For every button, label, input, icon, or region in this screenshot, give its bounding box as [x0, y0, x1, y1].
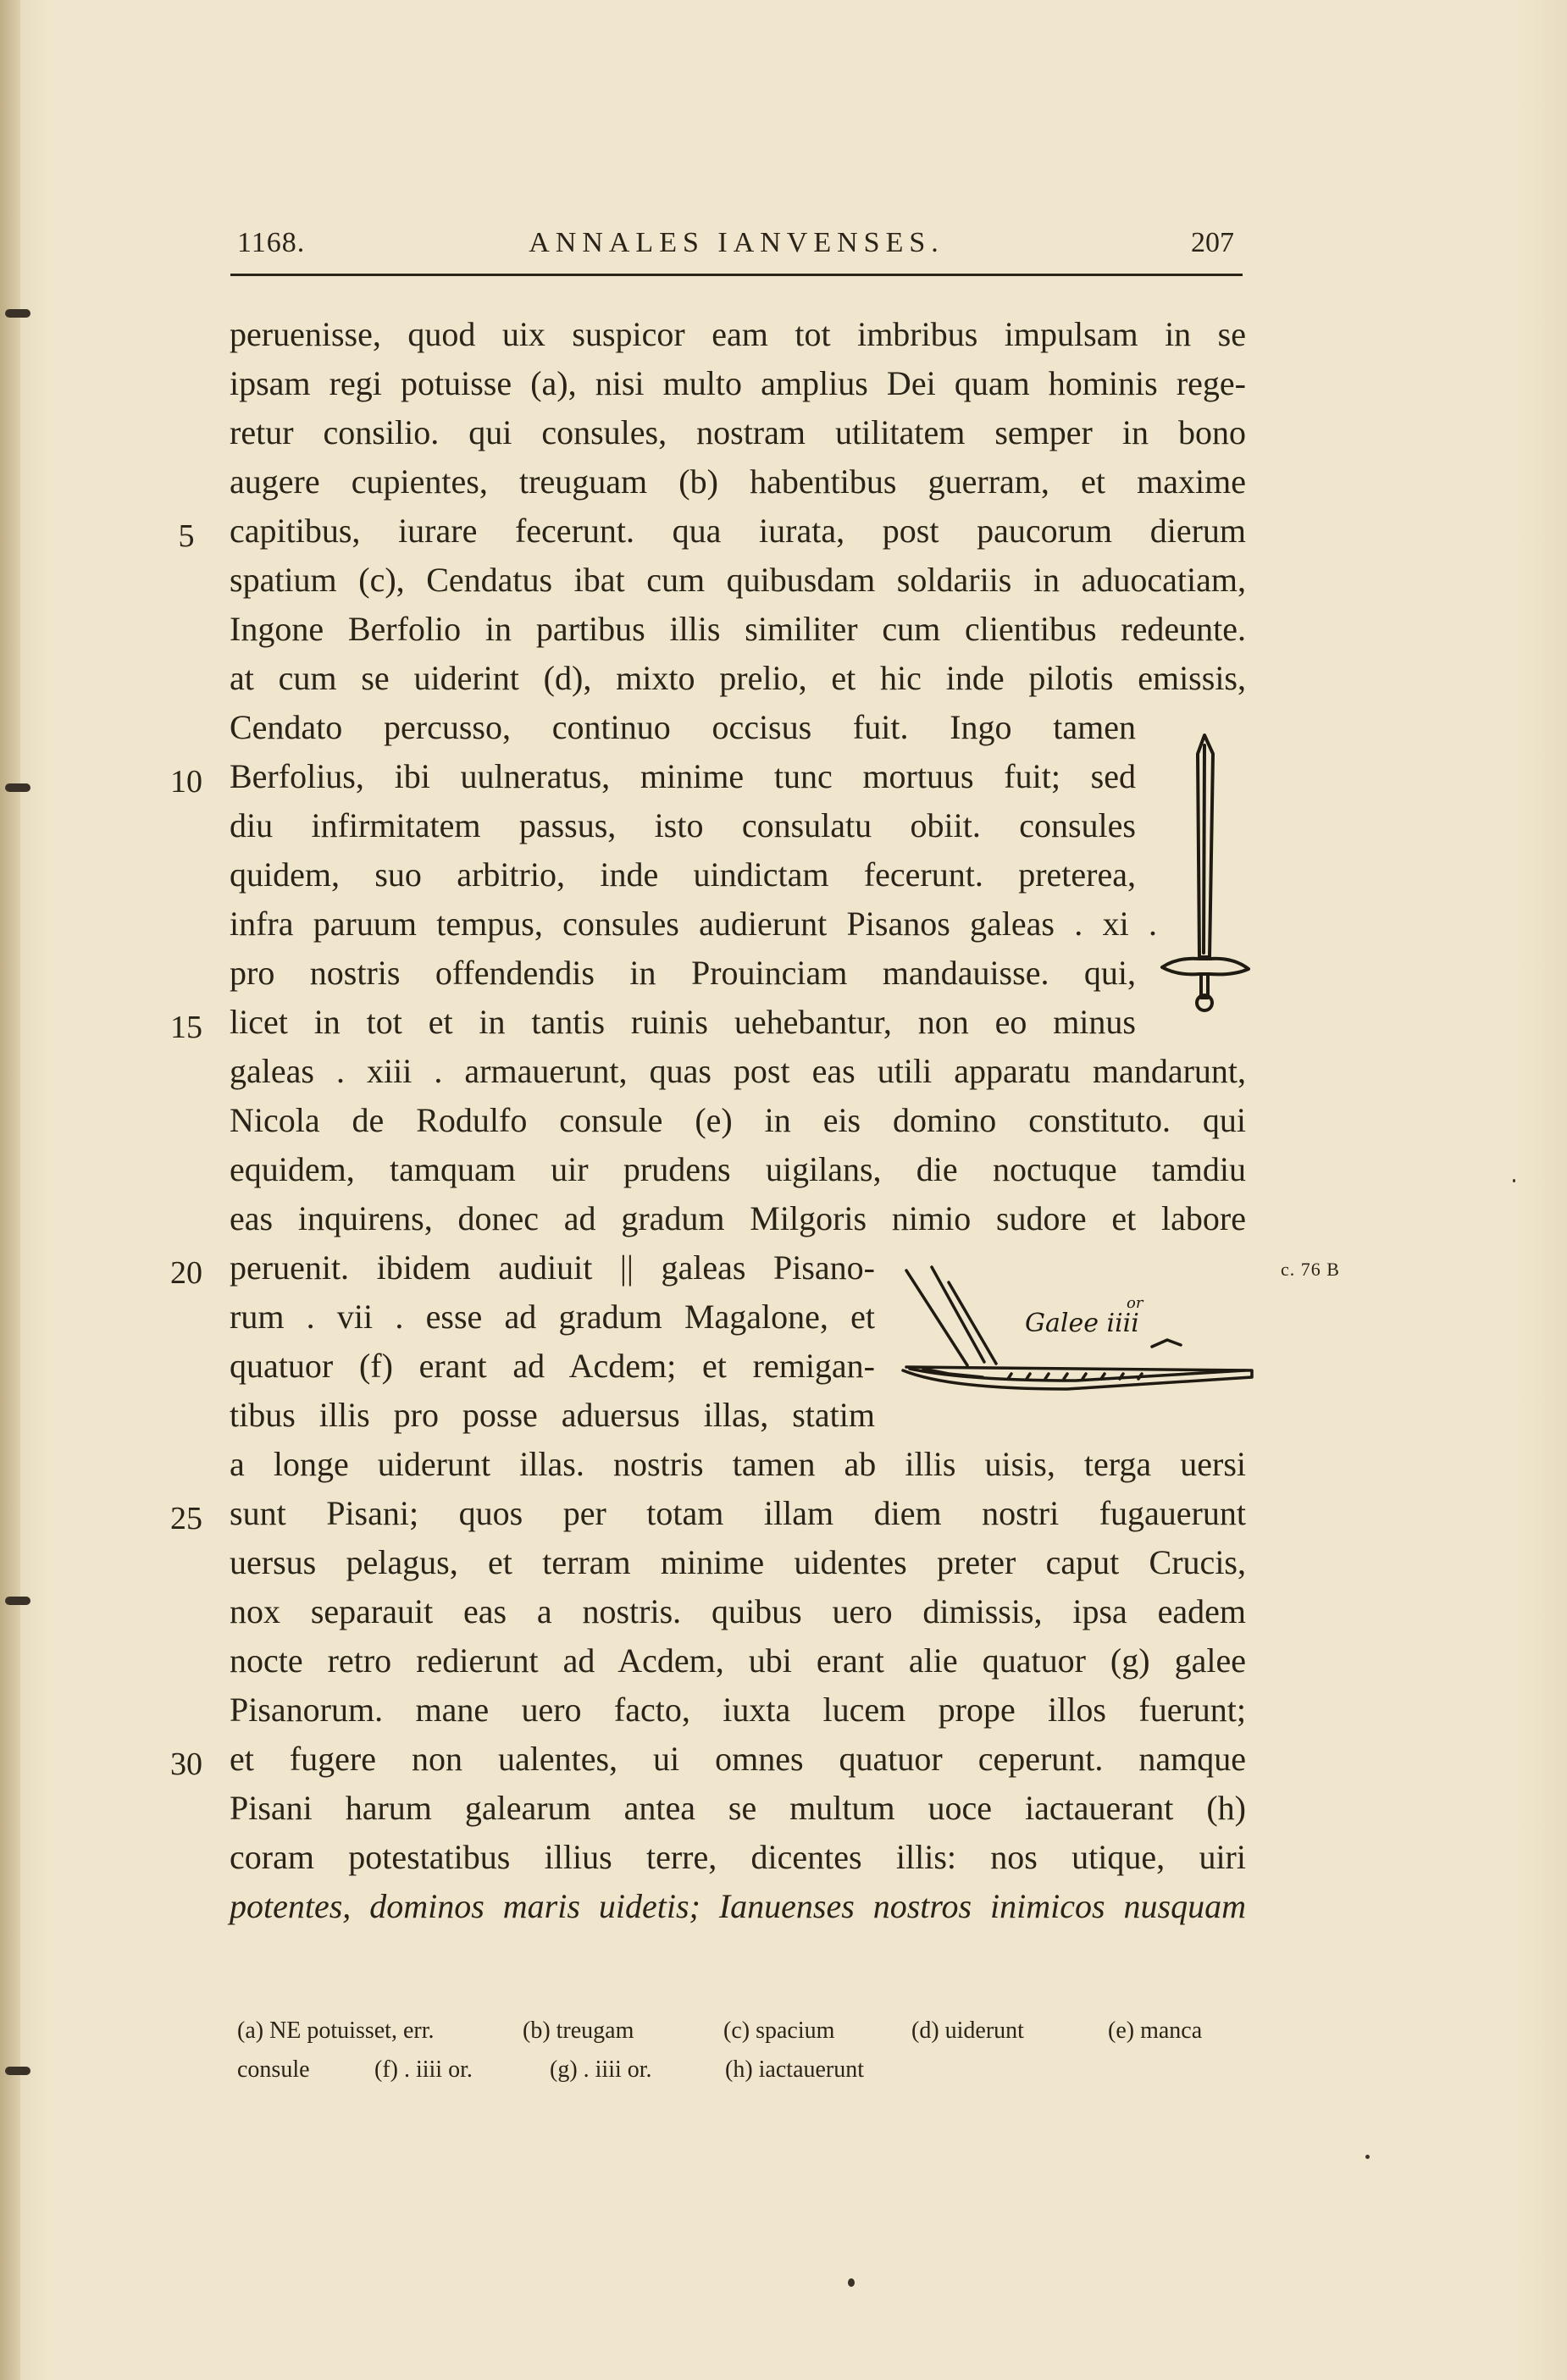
footnote-e: (e) manca: [1108, 2017, 1203, 2044]
text-line: peruenit. ibidem audiuit || galeas Pisano-: [230, 1248, 875, 1287]
page-number: 207: [1191, 227, 1234, 258]
text-line: tibus illis pro posse aduersus illas, statim: [230, 1396, 875, 1434]
text-line: equidem, tamquam uir prudens uigilans, die noctuque tamdiu: [230, 1150, 1246, 1188]
text-line: Pisani harum galearum antea se multum uoce iactauerant (h): [230, 1789, 1246, 1827]
text-line: coram potestatibus illius terre, dicentes illis: nos utique, uiri: [230, 1838, 1246, 1876]
binding-gutter: [0, 0, 20, 2380]
header-title: ANNALES IANVENSES.: [529, 227, 944, 258]
text-line: nox separauit eas a nostris. quibus uero dimissis, ipsa eadem: [230, 1592, 1246, 1630]
footnote-row: [237, 2053, 864, 2087]
text-line: augere cupientes, treuguam (b) habentibus guerram, et maxime: [230, 462, 1246, 501]
footnote-g: (g) . iiii or.: [550, 2056, 652, 2083]
footnote-b: (b) treugam: [523, 2017, 634, 2044]
text-line: Ingone Berfolio in partibus illis similiter cum clientibus redeunte.: [230, 610, 1246, 648]
binding-stitch: [5, 1597, 30, 1605]
text-line: galeas . xiii . armauerunt, quas post eas utili apparatu mandarunt,: [230, 1052, 1246, 1090]
text-line: Pisanorum. mane uero facto, iuxta lucem prope illos fuerunt;: [230, 1691, 1246, 1729]
text-line: licet in tot et in tantis ruinis uehebantur, non eo minus: [230, 1003, 1136, 1041]
line-number: 25: [170, 1501, 202, 1536]
header-year: 1168.: [237, 227, 306, 258]
text-line: peruenisse, quod uix suspicor eam tot imbribus impulsam in se: [230, 315, 1246, 353]
margin-note: c. 76 B: [1281, 1259, 1340, 1280]
text-line: Berfolius, ibi uulneratus, minime tunc mortuus fuit; sed: [230, 757, 1136, 795]
text-line: capitibus, iurare fecerunt. qua iurata, post paucorum dierum: [230, 512, 1246, 550]
galley-caption-superscript: or: [1127, 1294, 1143, 1312]
text-line: rum . vii . esse ad gradum Magalone, et: [230, 1298, 875, 1336]
line-number: 5: [178, 518, 195, 554]
binding-stitch: [5, 309, 30, 318]
footnote-row: [237, 2014, 1202, 2048]
paper-speck: [848, 2278, 855, 2287]
text-line: retur consilio. qui consules, nostram utilitatem semper in bono: [230, 413, 1246, 451]
text-line: nocte retro redierunt ad Acdem, ubi erant alie quatuor (g) galee: [230, 1641, 1246, 1680]
text-line: ipsam regi potuisse (a), nisi multo amplius Dei quam hominis rege-: [230, 364, 1246, 402]
text-line: Cendato percusso, continuo occisus fuit. Ingo tamen: [230, 708, 1136, 746]
footnote-a: (a) NE potuisset, err.: [237, 2017, 435, 2044]
footnote-e-continued: consule: [237, 2056, 310, 2083]
text-line: quidem, suo arbitrio, inde uindictam fecerunt. preterea,: [230, 855, 1136, 894]
line-number: 20: [170, 1255, 202, 1291]
text-line: Nicola de Rodulfo consule (e) in eis domino constituto. qui: [230, 1101, 1246, 1139]
galley-drawing: [898, 1262, 1262, 1431]
line-number: 10: [170, 764, 202, 800]
text-line: potentes, dominos maris uidetis; Ianuenses nostros inimicos nusquam: [230, 1887, 1246, 1925]
footnote-c: (c) spacium: [723, 2017, 835, 2044]
text-line: at cum se uiderint (d), mixto prelio, et hic inde pilotis emissis,: [230, 659, 1246, 697]
text-line: a longe uiderunt illas. nostris tamen ab illis uisis, terga uersi: [230, 1445, 1246, 1483]
text-line: quatuor (f) erant ad Acdem; et remigan-: [230, 1347, 875, 1385]
footnote-h: (h) iactauerunt: [725, 2056, 865, 2083]
binding-stitch: [5, 783, 30, 792]
paper-speck: [1365, 2155, 1370, 2159]
text-line: infra paruum tempus, consules audierunt Pisanos galeas . xi .: [230, 905, 1157, 943]
sword-drawing: [1152, 728, 1262, 1025]
text-line: sunt Pisani; quos per totam illam diem nostri fugauerunt: [230, 1494, 1246, 1532]
text-line: eas inquirens, donec ad gradum Milgoris nimio sudore et labore: [230, 1199, 1246, 1237]
footnote-f: (f) . iiii or.: [374, 2056, 473, 2083]
line-number: 30: [170, 1746, 202, 1782]
text-line: diu infirmitatem passus, isto consulatu obiit. consules: [230, 806, 1136, 844]
header-rule: [230, 274, 1243, 276]
line-number: 15: [170, 1010, 202, 1045]
text-line: pro nostris offendendis in Prouinciam mandauisse. qui,: [230, 954, 1136, 992]
binding-stitch: [5, 2067, 30, 2075]
text-line: spatium (c), Cendatus ibat cum quibusdam soldariis in aduocatiam,: [230, 561, 1246, 599]
text-line: uersus pelagus, et terram minime uidentes preter caput Crucis,: [230, 1543, 1246, 1581]
text-line: et fugere non ualentes, ui omnes quatuor ceperunt. namque: [230, 1740, 1246, 1778]
paper-speck: [1513, 1179, 1515, 1182]
galley-caption: Galee iiii: [1025, 1309, 1139, 1338]
running-header: [230, 219, 1243, 269]
footnote-d: (d) uiderunt: [911, 2017, 1024, 2044]
